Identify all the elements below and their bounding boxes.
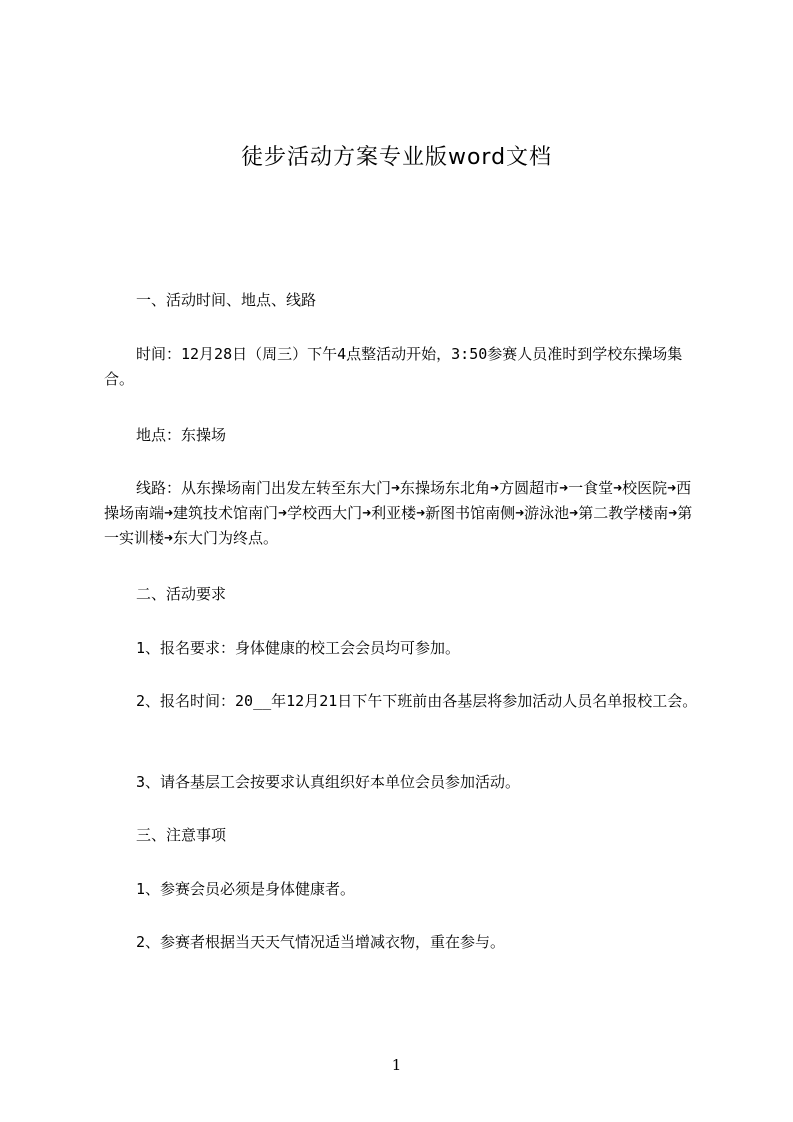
paragraph-requirement-1: 1、报名要求：身体健康的校工会会员均可参加。 (136, 639, 461, 657)
page-number: 1 (391, 1056, 402, 1074)
paragraph-route: 线路：从东操场南门出发左转至东大门➜东操场东北角➜方圆超市➜一食堂➜校医院➜西操场南端➜建筑技术馆南门➜学校西大门➜利亚楼➜新图书馆南侧➜游泳池➜第二教学楼南➜第一实训楼➜东大门为终点。 (104, 479, 693, 547)
paragraph-notice-1: 1、参赛会员必须是身体健康者。 (136, 880, 356, 898)
section-heading-3: 三、注意事项 (136, 826, 227, 844)
document-title: 徒步活动方案专业版word文档 (240, 145, 553, 170)
paragraph-location: 地点：东操场 (136, 426, 227, 444)
paragraph-requirement-3: 3、请各基层工会按要求认真组织好本单位会员参加活动。 (136, 773, 521, 791)
paragraph-time: 时间：12月28日（周三）下午4点整活动开始，3:50参赛人员准时到学校东操场集合。 (104, 345, 683, 388)
paragraph-notice-2: 2、参赛者根据当天天气情况适当增减衣物，重在参与。 (136, 933, 506, 951)
section-heading-2: 二、活动要求 (136, 585, 227, 603)
paragraph-requirement-2: 2、报名时间：20__年12月21日下午下班前由各基层将参加活动人员名单报校工会。 (136, 692, 698, 710)
section-heading-1: 一、活动时间、地点、线路 (136, 291, 317, 309)
